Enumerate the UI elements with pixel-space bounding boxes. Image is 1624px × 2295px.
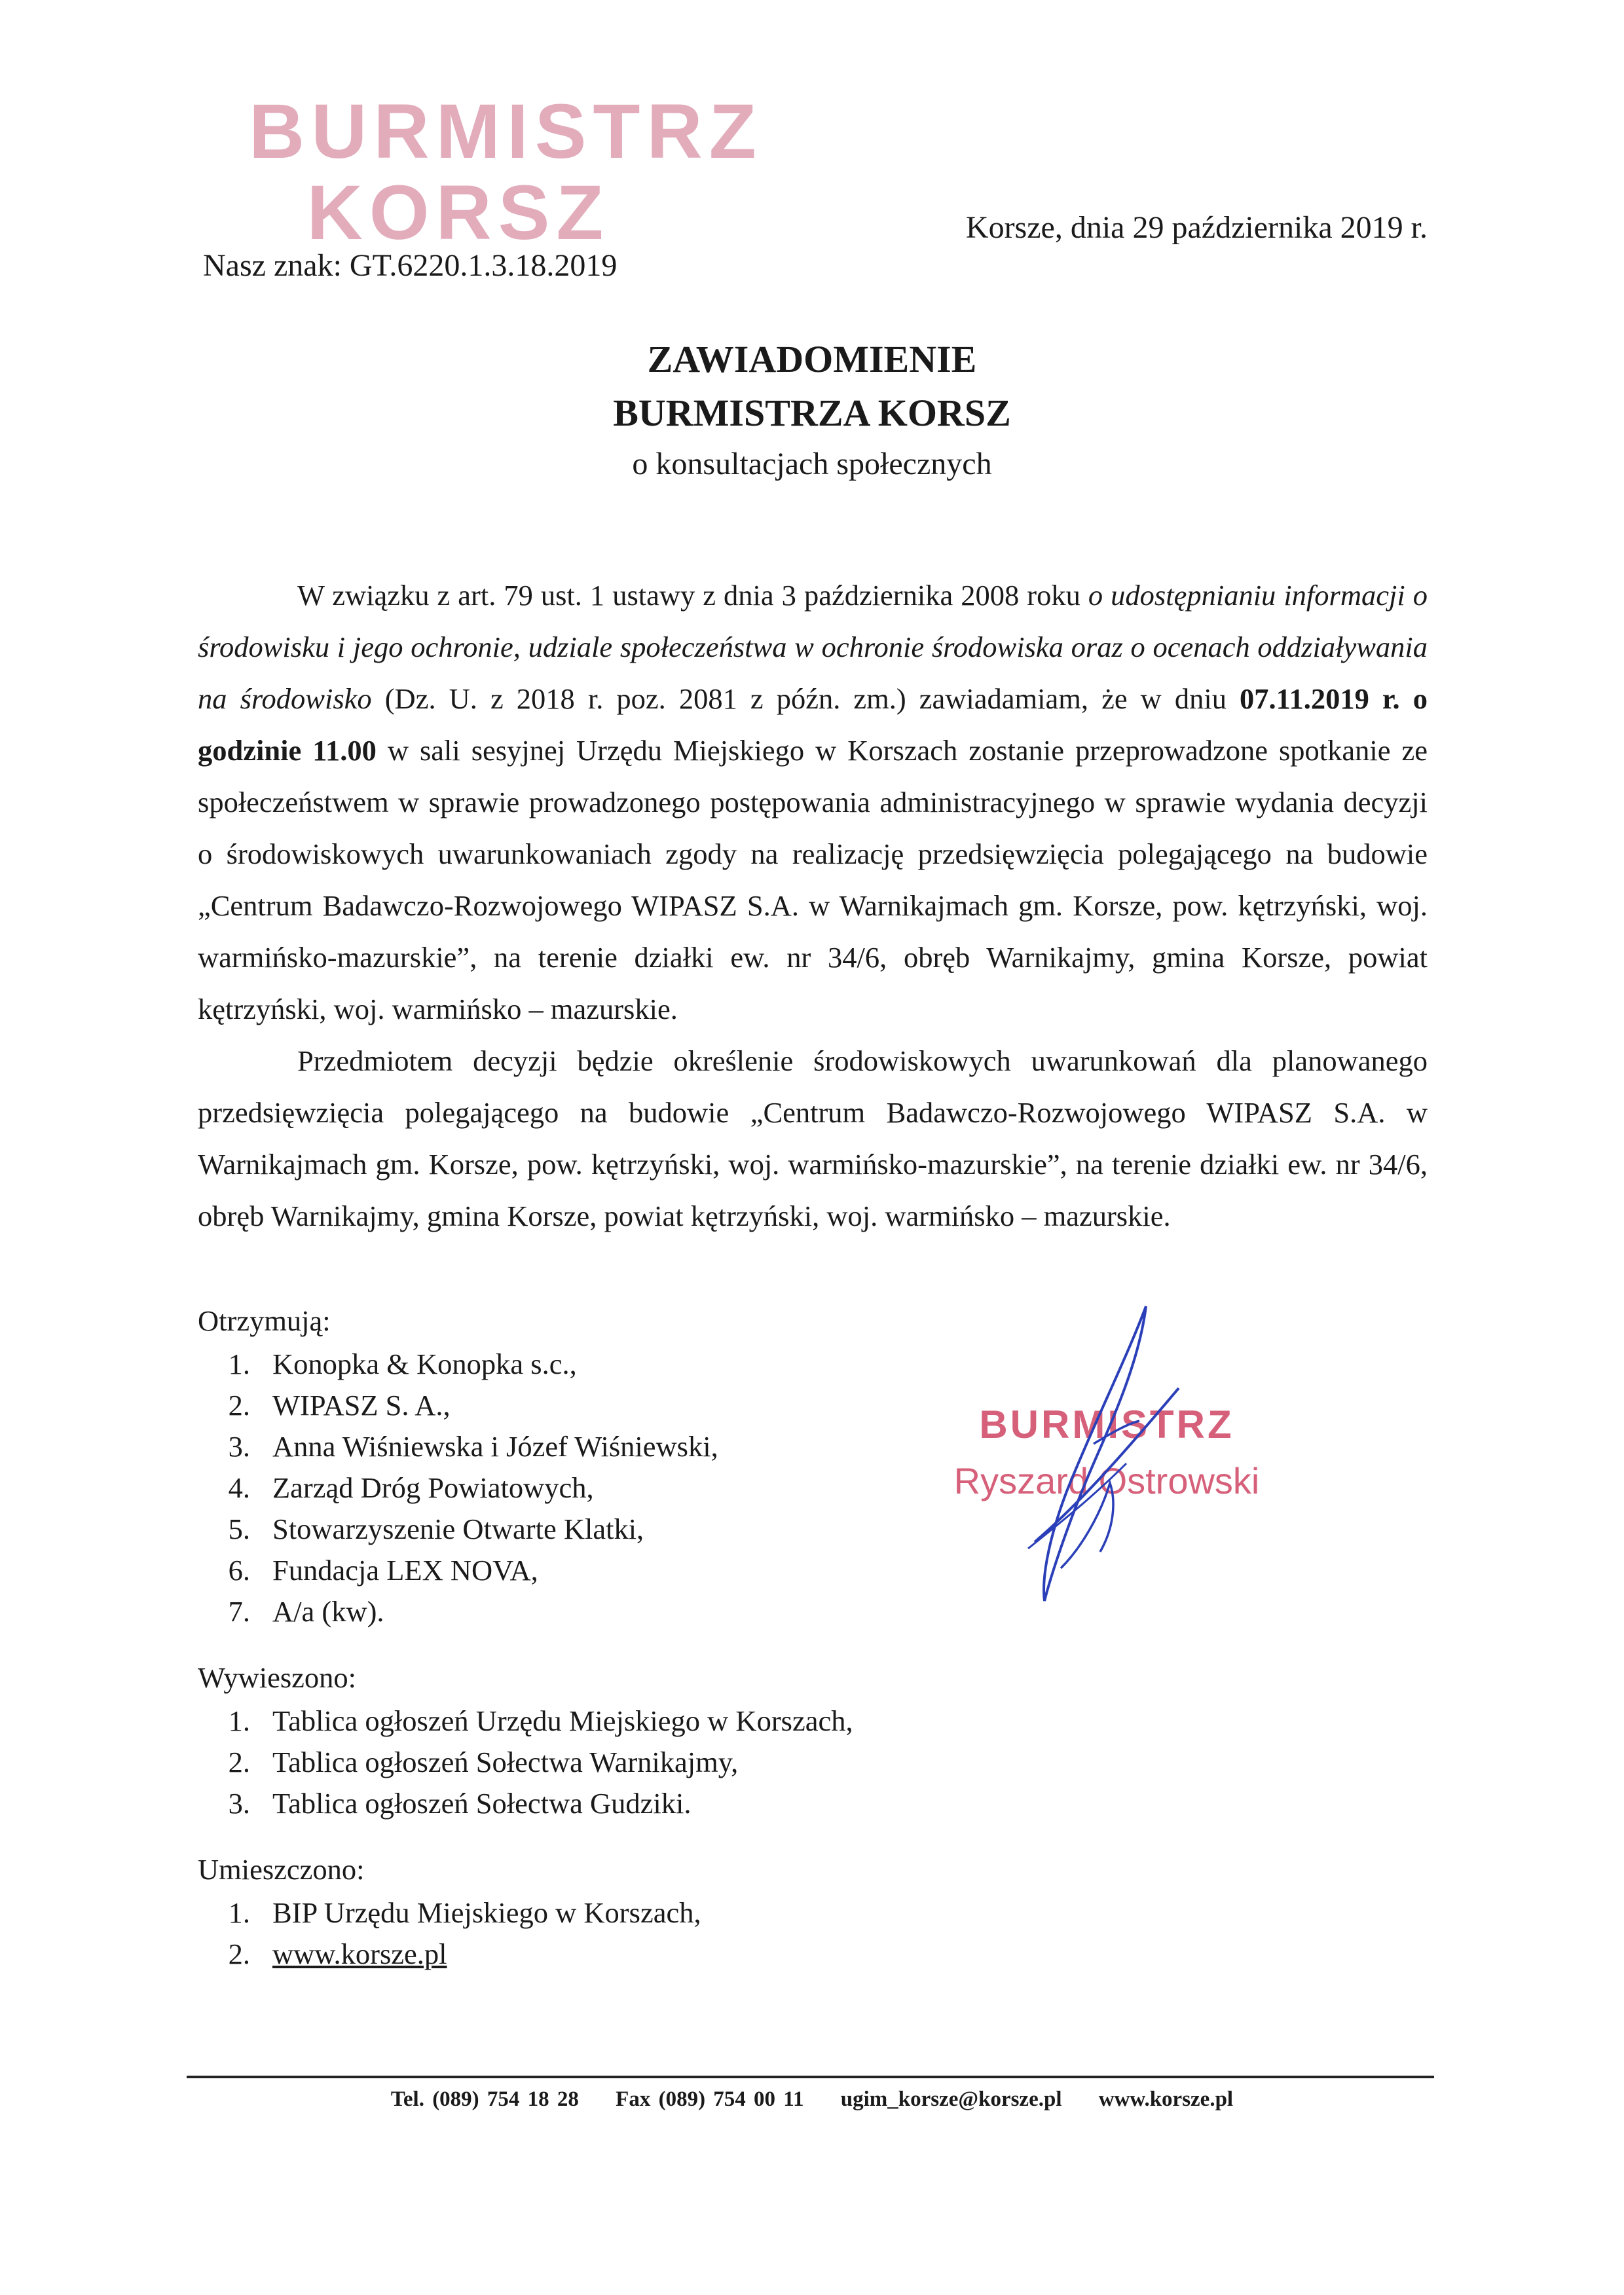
reference-number: Nasz znak: GT.6220.1.3.18.2019 — [203, 248, 618, 283]
list-item-number: 1. — [228, 1896, 250, 1929]
footer-email[interactable]: ugim_korsze@korsze.pl — [840, 2087, 1062, 2111]
document-body — [198, 570, 1428, 1242]
list-item-number: 1. — [228, 1348, 250, 1380]
p1-act-title: o udostępnianiu informacji o środowisku i jego ochronie, udziale społeczeństwa w ochronie środowiska oraz o ocenach oddziaływania na środowisko — [198, 579, 1428, 715]
list-item — [198, 1934, 853, 1975]
list-item-number: 2. — [228, 1389, 250, 1422]
handwritten-signature — [930, 1300, 1218, 1614]
list-item-number: 6. — [228, 1554, 250, 1587]
list-item-text: Fundacja LEX NOVA, — [272, 1554, 538, 1587]
p1-text-a: W związku z art. 79 ust. 1 ustawy z dnia 3 października 2008 roku — [297, 579, 1088, 612]
list-item-text: Tablica ogłoszeń Sołectwa Gudziki. — [272, 1787, 692, 1820]
list-item-number: 3. — [228, 1787, 250, 1820]
signature-stamp-title: BURMISTRZ — [979, 1403, 1234, 1446]
list-item-text: Tablica ogłoszeń Urzędu Miejskiego w Korszach, — [272, 1704, 853, 1737]
list-item-text: Konopka & Konopka s.c., — [272, 1348, 577, 1380]
document-title-block — [0, 333, 1624, 488]
umieszczono-list — [198, 1892, 853, 1975]
list-item — [198, 1509, 853, 1550]
list-item — [198, 1700, 853, 1742]
distribution-lists — [198, 1298, 853, 1997]
list-item — [198, 1892, 853, 1934]
wywieszono-heading: Wywieszono: — [198, 1661, 357, 1694]
list-item-number: 7. — [228, 1595, 250, 1628]
list-item — [198, 1385, 853, 1426]
list-item — [198, 1550, 853, 1591]
header-stamp-line2: KORSZ — [306, 169, 610, 256]
title-line1: ZAWIADOMIENIE — [647, 338, 977, 380]
paragraph-2: Przedmiotem decyzji będzie określenie środowiskowych uwarunkowań dla planowanego przedsięwzięcia polegającego na budowie „Centrum Badawczo-Rozwojowego WIPASZ S.A. w Warnikajmach gm. Korsze, pow. kętrzyński, woj. warmińsko-mazurskie”, na terenie działki ew. nr 34/6, obręb Warnikajmy, gmina Korsze, powiat kętrzyński, woj. warmińsko – mazurskie. — [198, 1044, 1428, 1232]
list-item — [198, 1467, 853, 1509]
list-item-text: BIP Urzędu Miejskiego w Korszach, — [272, 1896, 701, 1929]
list-item-number: 2. — [228, 1937, 250, 1970]
list-item-text: A/a (kw). — [272, 1595, 384, 1628]
header-stamp — [249, 88, 763, 256]
otrzymuja-list — [198, 1344, 853, 1632]
wywieszono-list — [198, 1700, 853, 1824]
list-item — [198, 1344, 853, 1385]
list-item-text: WIPASZ S. A., — [272, 1389, 451, 1422]
list-item — [198, 1591, 853, 1632]
list-item — [198, 1426, 853, 1467]
website-link[interactable]: www.korsze.pl — [272, 1937, 447, 1970]
p1-text-c: w sali sesyjnej Urzędu Miejskiego w Korszach zostanie przeprowadzone spotkanie ze społeczeństwem w sprawie prowadzonego postępowania administracyjnego w sprawie wydania decyzji o środowiskowych uwarunkowaniach zgody na realizację przedsięwzięcia polegającego na budowie „Centrum Badawczo-Rozwojowego WIPASZ S.A. w Warnikajmach gm. Korsze, pow. kętrzyński, woj. warmińsko-mazurskie”, na terenie działki ew. nr 34/6, obręb Warnikajmy, gmina Korsze, powiat kętrzyński, woj. warmińsko – mazurskie. — [198, 734, 1428, 1025]
signature-stamp-name: Ryszard Ostrowski — [953, 1460, 1260, 1501]
list-item — [198, 1742, 853, 1783]
paragraph-1 — [198, 570, 1428, 1035]
footer-fax: Fax (089) 754 00 11 — [616, 2087, 804, 2111]
list-item-number: 2. — [228, 1746, 250, 1778]
document-date: Korsze, dnia 29 października 2019 r. — [965, 210, 1428, 245]
list-item-text: Stowarzyszenie Otwarte Klatki, — [272, 1513, 644, 1545]
list-item — [198, 1783, 853, 1824]
footer-contact — [0, 2087, 1624, 2112]
title-line3: o konsultacjach społecznych — [632, 447, 992, 481]
list-item-text: Anna Wiśniewska i Józef Wiśniewski, — [272, 1430, 718, 1463]
list-item-number: 5. — [228, 1513, 250, 1545]
p1-text-b: (Dz. U. z 2018 r. poz. 2081 z późn. zm.) zawiadamiam, że w dniu — [371, 682, 1240, 715]
list-item-number: 4. — [228, 1471, 250, 1504]
p1-meeting-datetime: 07.11.2019 r. o godzinie 11.00 — [198, 682, 1428, 767]
header-stamp-line1: BURMISTRZ — [249, 88, 763, 175]
list-item-number: 1. — [228, 1704, 250, 1737]
umieszczono-heading: Umieszczono: — [198, 1853, 365, 1886]
list-item-text: Zarząd Dróg Powiatowych, — [272, 1471, 594, 1504]
title-line2: BURMISTRZA KORSZ — [613, 392, 1011, 434]
footer-phone: Tel. (089) 754 18 28 — [390, 2087, 579, 2111]
otrzymuja-heading: Otrzymują: — [198, 1304, 331, 1337]
footer-website[interactable]: www.korsze.pl — [1098, 2087, 1234, 2111]
footer-divider — [187, 2076, 1434, 2078]
list-item-text: Tablica ogłoszeń Sołectwa Warnikajmy, — [272, 1746, 739, 1778]
list-item-number: 3. — [228, 1430, 250, 1463]
